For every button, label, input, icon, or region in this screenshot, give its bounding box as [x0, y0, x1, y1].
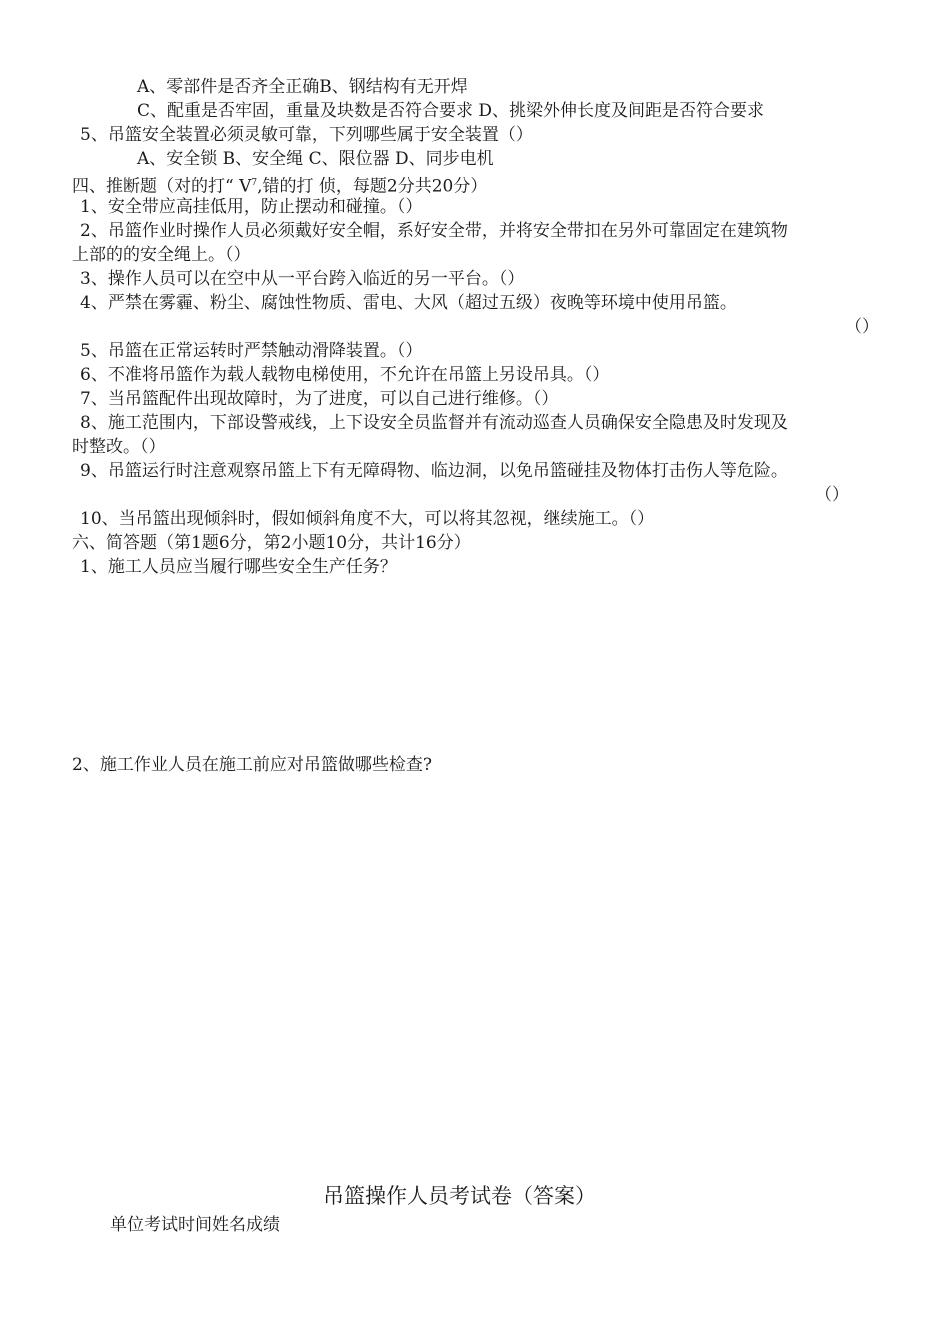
section-4-heading-pre: 四、推断题（对的打“ V [72, 176, 252, 197]
q4-options-cd: C、配重是否牢固，重量及块数是否符合要求 D、挑梁外伸长度及间距是否符合要求 [137, 101, 765, 121]
tf-question-4-answer-paren: （） [845, 317, 879, 337]
tf-question-8-line2: 时整改。（） [72, 437, 166, 457]
tf-question-8-line1: 8、施工范围内，下部设警戒线，上下设安全员监督并有流动巡查人员确保安全隐患及时发现及 [80, 413, 788, 433]
exam-info-line: 单位考试时间姓名成绩 [110, 1215, 280, 1235]
tf-question-2-line2: 上部的的安全绳上。（） [72, 245, 251, 265]
q5-options: A、安全锁 B、安全绳 C、限位器 D、同步电机 [137, 149, 494, 169]
tf-question-7: 7、当吊篮配件出现故障时，为了进度，可以自己进行维修。（） [80, 389, 559, 409]
short-answer-question-2: 2、施工作业人员在施工前应对吊篮做哪些检查? [72, 755, 432, 775]
tf-question-9-line1: 9、吊篮运行时注意观察吊篮上下有无障碍物、临边洞，以免吊篮碰挂及物体打击伤人等危险。 [80, 461, 788, 481]
tf-question-6: 6、不准将吊篮作为载人载物电梯使用，不允许在吊篮上另设吊具。（） [80, 365, 610, 385]
tf-question-1: 1、安全带应高挂低用，防止摆动和碰撞。（） [80, 197, 423, 217]
section-4-heading-post: ,错的打 侦，每题2分共20分） [257, 176, 488, 197]
q4-options-ab: A、零部件是否齐全正确B、钢结构有无开焊 [137, 77, 468, 97]
short-answer-question-1: 1、施工人员应当履行哪些安全生产任务？ [80, 557, 397, 577]
tf-question-2-line1: 2、吊篮作业时操作人员必须戴好安全帽，系好安全带，并将安全带扣在另外可靠固定在建筑物 [80, 221, 788, 241]
answer-sheet-title: 吊篮操作人员考试卷（答案） [323, 1184, 596, 1208]
tf-question-4-line1: 4、严禁在雾霾、粉尘、腐蚀性物质、雷电、大风（超过五级）夜晚等环境中使用吊篮。 [80, 293, 737, 313]
section-6-heading: 六、简答题（第1题6分，第2小题10分，共计16分） [72, 533, 471, 553]
tf-question-10: 10、当吊篮出现倾斜时，假如倾斜角度不大，可以将其忽视，继续施工。（） [80, 509, 655, 529]
section-4-heading-sup: 7 [251, 178, 258, 188]
q5-question: 5、吊篮安全装置必须灵敏可靠，下列哪些属于安全装置（） [80, 125, 533, 145]
tf-question-5: 5、吊篮在正常运转时严禁触动滑降装置。（） [80, 341, 423, 361]
tf-question-3: 3、操作人员可以在空中从一平台跨入临近的另一平台。（） [80, 269, 525, 289]
tf-question-9-answer-paren: （） [815, 485, 849, 505]
